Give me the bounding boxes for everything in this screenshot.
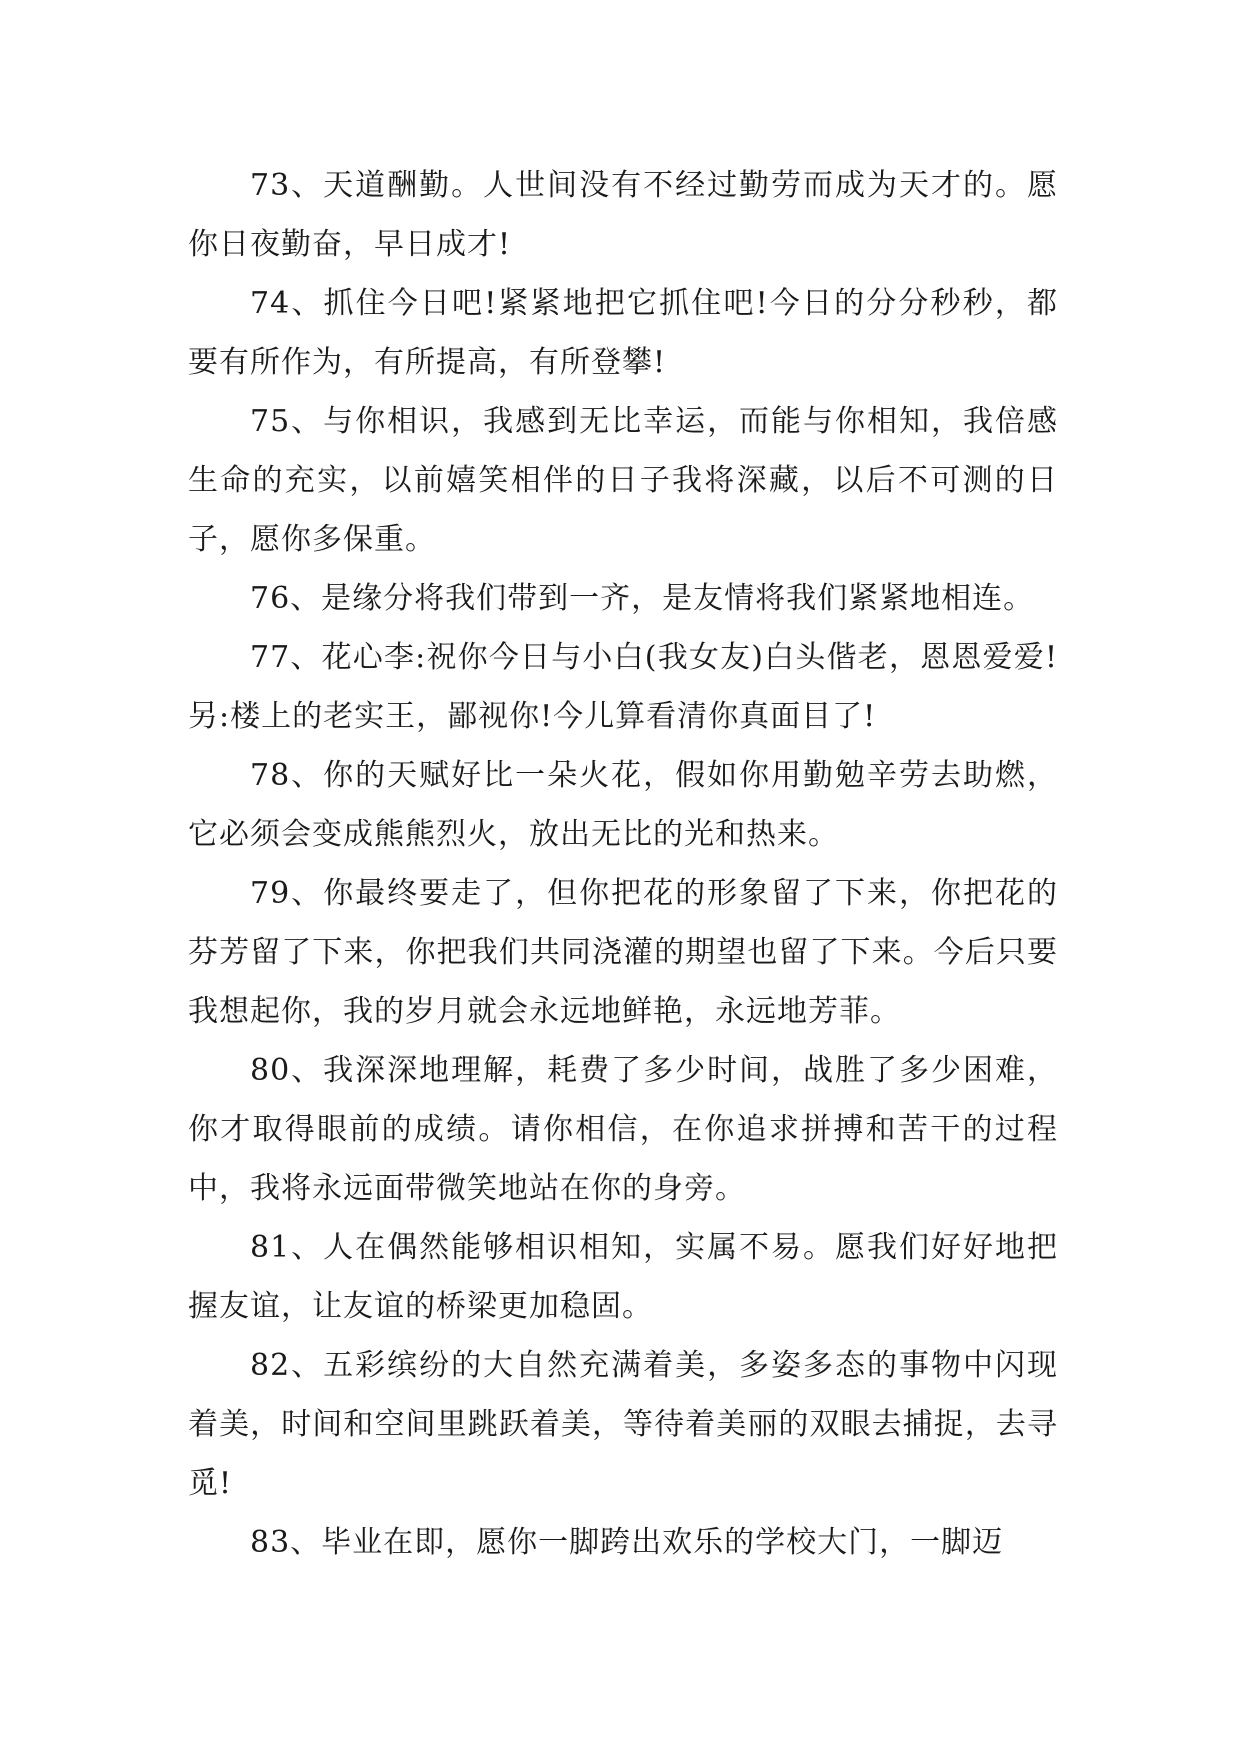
paragraph-75: 75、与你相识，我感到无比幸运，而能与你相知，我倍感生命的充实，以前嬉笑相伴的日子我将深藏，以后不可测的日子，愿你多保重。 (188, 404, 1058, 557)
paragraph-76: 76、是缘分将我们带到一齐，是友情将我们紧紧地相连。 (250, 581, 1035, 616)
paragraph-82: 82、五彩缤纷的大自然充满着美，多姿多态的事物中闪现着美，时间和空间里跳跃着美，等待着美丽的双眼去捕捉，去寻觅! (188, 1348, 1058, 1501)
paragraph-80: 80、我深深地理解，耗费了多少时间，战胜了多少困难，你才取得眼前的成绩。请你相信，在你追求拼搏和苦干的过程中，我将永远面带微笑地站在你的身旁。 (188, 1053, 1058, 1206)
document-body (188, 156, 1058, 1572)
paragraph-79: 79、你最终要走了，但你把花的形象留了下来，你把花的芬芳留了下来，你把我们共同浇灌的期望也留了下来。今后只要我想起你，我的岁月就会永远地鲜艳，永远地芳菲。 (188, 876, 1058, 1029)
paragraph-78: 78、你的天赋好比一朵火花，假如你用勤勉辛劳去助燃，它必须会变成熊熊烈火，放出无比的光和热来。 (188, 758, 1058, 852)
paragraph-83: 83、毕业在即，愿你一脚跨出欢乐的学校大门，一脚迈 (250, 1525, 1004, 1560)
paragraph-77: 77、花心李:祝你今日与小白(我女友)白头偕老，恩恩爱爱!另:楼上的老实王，鄙视你!今儿算看清你真面目了! (188, 640, 1058, 734)
paragraph-74: 74、抓住今日吧!紧紧地把它抓住吧!今日的分分秒秒，都要有所作为，有所提高，有所登攀! (188, 286, 1058, 380)
paragraph-81: 81、人在偶然能够相识相知，实属不易。愿我们好好地把握友谊，让友谊的桥梁更加稳固。 (188, 1230, 1058, 1324)
paragraph-73: 73、天道酬勤。人世间没有不经过勤劳而成为天才的。愿你日夜勤奋，早日成才! (188, 168, 1058, 262)
